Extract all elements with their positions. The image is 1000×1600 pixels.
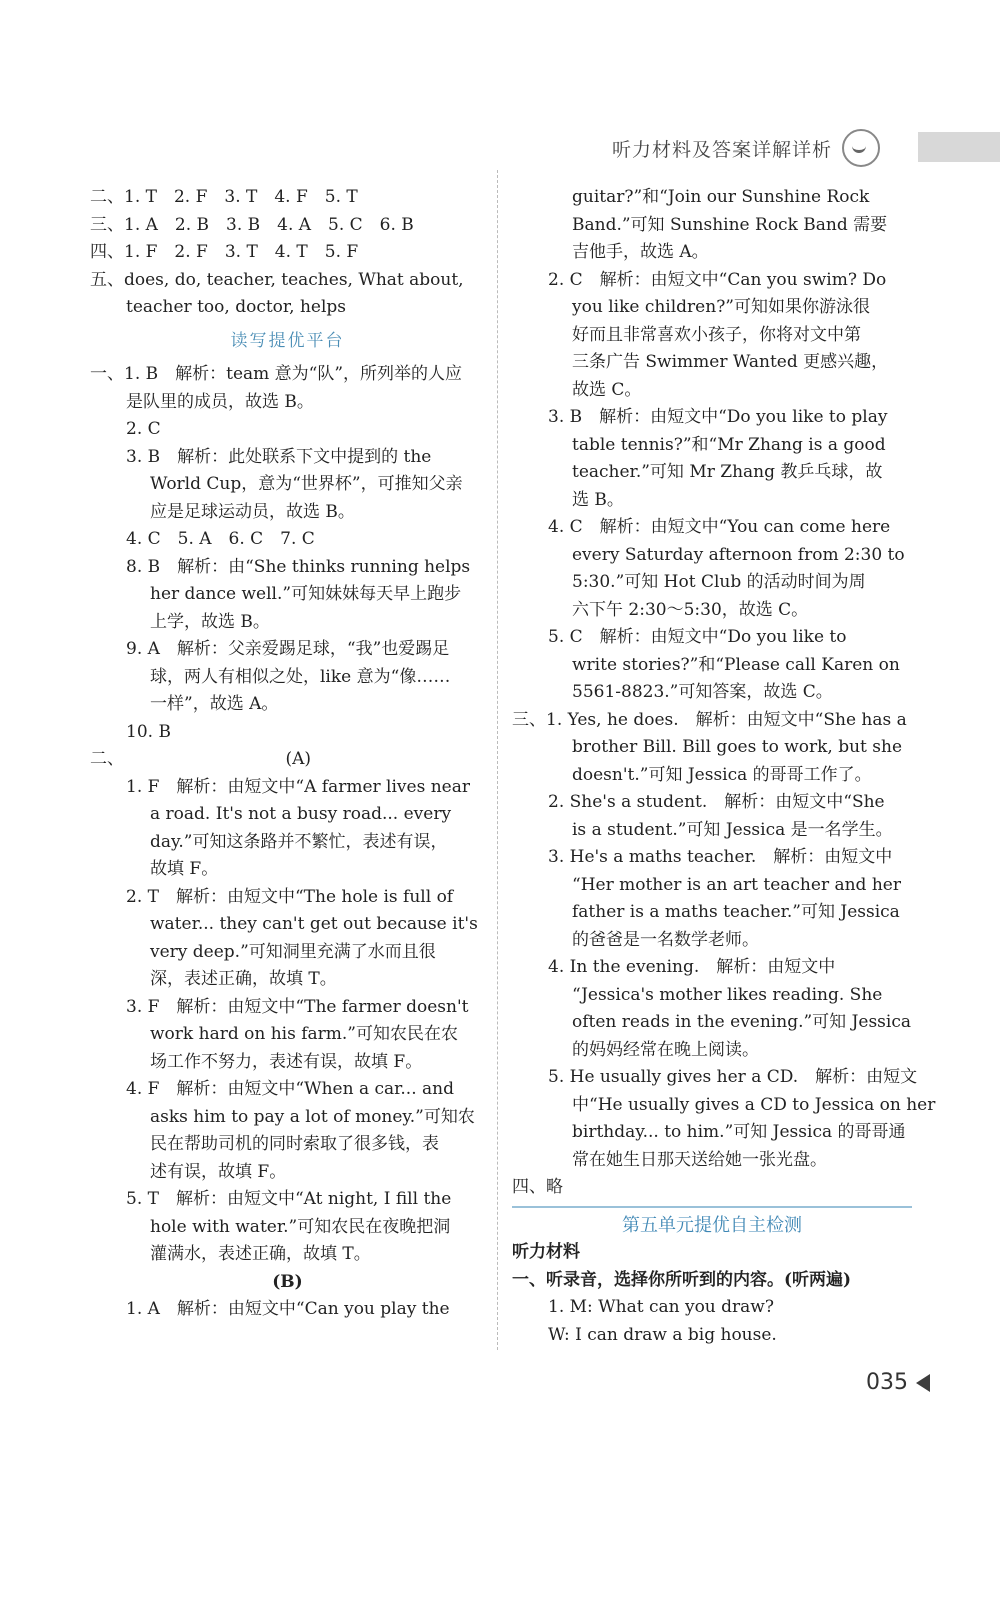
- text-line: 中“He usually gives a CD to Jessica on her: [572, 1094, 936, 1115]
- text-line: 8. B 解析：由“She thinks running helps: [126, 556, 471, 577]
- smiley-logo-icon: [842, 129, 880, 167]
- text-line: 4. F 解析：由短文中“When a car... and: [126, 1079, 454, 1099]
- text-line: “Jessica's mother likes reading. She: [572, 984, 883, 1005]
- text-line: 选 B。: [572, 489, 624, 510]
- column-divider: [497, 170, 498, 1350]
- text-line: her dance well.”可知妹妹每天早上跑步: [150, 584, 462, 604]
- text-line: 1. F 解析：由短文中“A farmer lives near: [126, 776, 470, 797]
- text-line: 二、 (A): [90, 749, 312, 769]
- triangle-left-icon: [916, 1374, 930, 1392]
- text-line: often reads in the evening.”可知 Jessica: [572, 1012, 911, 1032]
- text-line: 1. M: What can you draw?: [548, 1297, 774, 1317]
- text-line: 3. B 解析：由短文中“Do you like to play: [548, 407, 888, 427]
- text-line: 2. T 解析：由短文中“The hole is full of: [126, 886, 454, 907]
- text-line: 应是足球运动员，故选 B。: [150, 501, 355, 522]
- text-line: asks him to pay a lot of money.”可知农: [150, 1106, 475, 1127]
- text-line: 故填 F。: [150, 859, 219, 879]
- text-line: father is a maths teacher.”可知 Jessica: [572, 902, 900, 922]
- text-line: 3. He's a maths teacher. 解析：由短文中: [548, 847, 893, 867]
- text-line: 二、1. T 2. F 3. T 4. F 5. T: [90, 187, 358, 207]
- text-line: 四、1. F 2. F 3. T 4. T 5. F: [90, 242, 359, 262]
- text-line: 吉他手，故选 A。: [572, 242, 709, 262]
- text-line: “Her mother is an art teacher and her: [572, 874, 901, 895]
- bold-heading: 听力材料: [512, 1242, 580, 1262]
- text-line: 三条广告 Swimmer Wanted 更感兴趣，: [572, 352, 889, 372]
- text-line: every Saturday afternoon from 2:30 to: [572, 544, 905, 565]
- text-line: 4. In the evening. 解析：由短文中: [548, 957, 836, 977]
- text-line: teacher.”可知 Mr Zhang 教乒乓球，故: [572, 462, 883, 482]
- text-line: write stories?”和“Please call Karen on: [572, 654, 900, 675]
- text-line: 述有误，故填 F。: [150, 1161, 287, 1182]
- text-line: 5:30.”可知 Hot Club 的活动时间为周: [572, 572, 866, 592]
- text-line: 一、1. B 解析：team 意为“队”，所列举的人应: [90, 364, 463, 384]
- page-number-text: 035: [866, 1370, 908, 1395]
- text-line: day.”可知这条路并不繁忙，表述有误，: [150, 831, 448, 852]
- text-line: 一样”，故选 A。: [150, 694, 279, 714]
- text-line: you like children?”可知如果你游泳很: [572, 297, 870, 317]
- text-line: 4. C 解析：由短文中“You can come here: [548, 517, 891, 537]
- text-line: 10. B: [126, 721, 171, 742]
- bold-heading: 一、听录音，选择你所听到的内容。(听两遍): [512, 1269, 852, 1290]
- text-line: doesn't.”可知 Jessica 的哥哥工作了。: [572, 764, 872, 785]
- text-line: 常在她生日那天送给她一张光盘。: [572, 1149, 827, 1170]
- text-line: 5. He usually gives her a CD. 解析：由短文: [548, 1067, 918, 1087]
- text-line: teacher too, doctor, helps: [126, 297, 347, 317]
- text-line: work hard on his farm.”可知农民在农: [150, 1024, 458, 1044]
- text-line: a road. It's not a busy road... every: [150, 804, 452, 824]
- text-line: 2. She's a student. 解析：由短文中“She: [548, 792, 885, 812]
- text-line: 故选 C。: [572, 379, 642, 400]
- page-number: [866, 1370, 930, 1395]
- section-heading: 读写提优平台: [230, 330, 345, 351]
- text-line: brother Bill. Bill goes to work, but she: [572, 737, 903, 757]
- text-line: 深，表述正确，故填 T。: [150, 969, 337, 989]
- text-line: 的爸爸是一名数学老师。: [572, 929, 759, 950]
- header-title: 听力材料及答案详解详析: [612, 138, 833, 161]
- right-column: [512, 184, 936, 1349]
- text-line: 三、1. Yes, he does. 解析：由短文中“She has a: [512, 709, 907, 730]
- text-line: very deep.”可知洞里充满了水而且很: [150, 941, 436, 962]
- text-line: 5561-8823.”可知答案，故选 C。: [572, 682, 833, 702]
- text-line: 四、略: [512, 1177, 563, 1197]
- text-line: 场工作不努力，表述有误，故填 F。: [150, 1051, 423, 1072]
- text-line: W: I can draw a big house.: [548, 1324, 777, 1345]
- text-line: 三、1. A 2. B 3. B 4. A 5. C 6. B: [90, 214, 414, 235]
- text-line: 六下午 2:30～5:30，故选 C。: [572, 599, 809, 620]
- text-line: 2. C: [126, 419, 161, 439]
- text-line: 4. C 5. A 6. C 7. C: [126, 529, 315, 549]
- text-line: hole with water.”可知农民在夜晚把洞: [150, 1216, 451, 1237]
- text-line: guitar?”和“Join our Sunshine Rock: [572, 187, 870, 207]
- text-line: 五、does, do, teacher, teaches, What about,: [90, 269, 464, 290]
- page-header: [612, 128, 880, 168]
- text-line: World Cup，意为“世界杯”，可推知父亲: [150, 474, 463, 494]
- text-line: birthday... to him.”可知 Jessica 的哥哥通: [572, 1122, 906, 1142]
- text-line: 是队里的成员，故选 B。: [126, 391, 314, 412]
- header-decor-bar: [918, 132, 1000, 162]
- text-line: table tennis?”和“Mr Zhang is a good: [572, 434, 886, 455]
- subsection-label: (B): [272, 1271, 303, 1292]
- text-line: 5. C 解析：由短文中“Do you like to: [548, 627, 847, 647]
- text-line: Band.”可知 Sunshine Rock Band 需要: [572, 214, 888, 235]
- text-line: 2. C 解析：由短文中“Can you swim? Do: [548, 269, 887, 290]
- text-line: 好而且非常喜欢小孩子，你将对文中第: [572, 324, 861, 345]
- text-line: water... they can't get out because it's: [150, 914, 478, 934]
- left-column: [90, 184, 485, 1324]
- text-line: 3. B 解析：此处联系下文中提到的 the: [126, 446, 432, 467]
- unit-heading: 第五单元提优自主检测: [512, 1206, 912, 1240]
- text-line: 上学，故选 B。: [150, 611, 270, 632]
- text-line: 5. T 解析：由短文中“At night, I fill the: [126, 1189, 452, 1209]
- text-line: 球，两人有相似之处，like 意为“像……: [150, 666, 451, 687]
- text-line: 3. F 解析：由短文中“The farmer doesn't: [126, 996, 469, 1017]
- text-line: 民在帮助司机的同时索取了很多钱，表: [150, 1134, 439, 1154]
- text-line: 9. A 解析：父亲爱踢足球，“我”也爱踢足: [126, 639, 450, 659]
- text-line: 的妈妈经常在晚上阅读。: [572, 1039, 759, 1060]
- text-line: is a student.”可知 Jessica 是一名学生。: [572, 819, 893, 840]
- text-line: 1. A 解析：由短文中“Can you play the: [126, 1299, 450, 1319]
- text-line: 灌满水，表述正确，故填 T。: [150, 1244, 371, 1264]
